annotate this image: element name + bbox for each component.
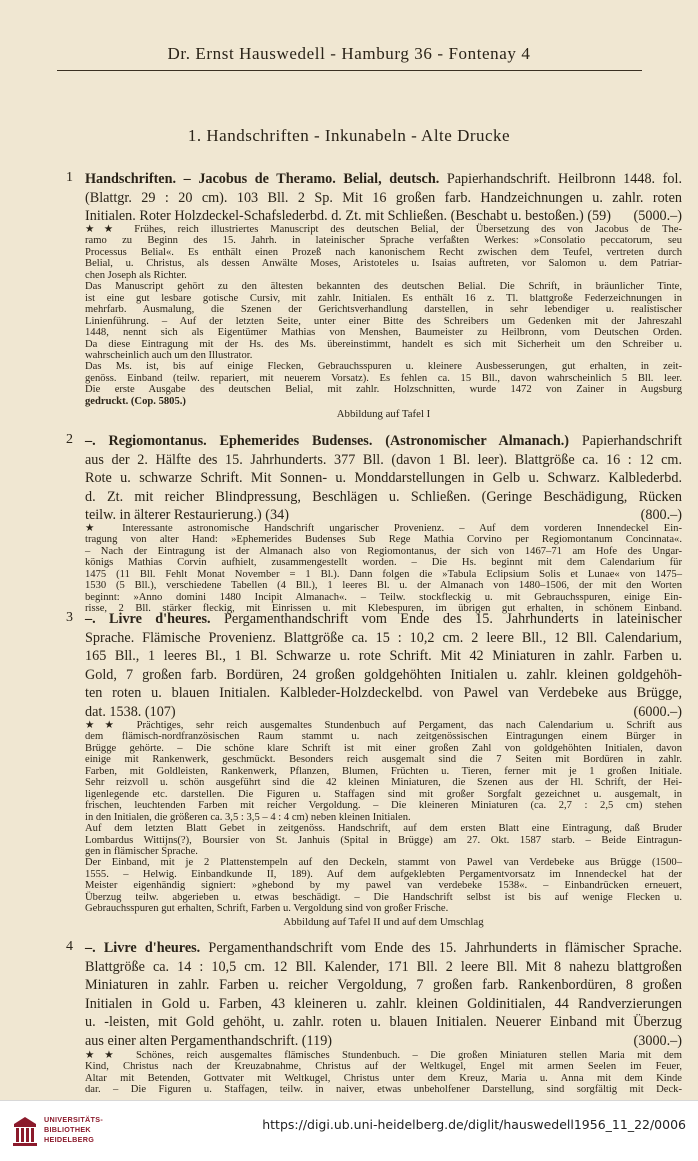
note-line: 1475 (11 Bll. Fehlt Monat November = 1 Bl.). Dann folgen die »Tabula Eclipsium Solis et Lunae« von 1475– bbox=[85, 568, 682, 580]
entry-text: Initialen in Gold u. Farben, 43 kleineren u. zahlr. kleinen Goldinitialen, 44 Randverzierungen bbox=[85, 995, 682, 1012]
entry-price: (5000.–) bbox=[633, 208, 682, 225]
note-line: Das Ms. ist, bis auf einige Flecken, Gebrauchsspuren u. kleinere Ausbesserungen, gut erhalten, in zeit- bbox=[85, 361, 682, 373]
note-line: chen Joseph als Richter. bbox=[85, 269, 187, 281]
entry-text: (Blattgr. 29 : 20 cm). 103 Bll. 2 Sp. Mit 16 großen farb. Handzeichnungen u. zahlr. roten bbox=[85, 189, 682, 206]
entry-text: ten roten u. blauen Initialen. Kalbleder-Holzdeckelbd. von Pawel van Verdebeke aus Brügge, bbox=[85, 685, 682, 702]
note-line: tragung von alter Hand: »Ephemerides Budenses Sub Rege Mathia Corvino per Regiomontanum Concinnata«. bbox=[85, 534, 682, 546]
entry-price: (800.–) bbox=[640, 507, 682, 524]
note-line: 1448, nennt sich als Eigentümer Mathias von Menshen, Baumeister zu Heilbronn, vom Deutschen Orden. bbox=[85, 327, 682, 339]
entry-text: Rote u. schwarze Schrift. Mit Sonnen- u. Monddarstellungen in Gelb u. Schwarz. Kalblederbd. bbox=[85, 470, 682, 487]
source-url-link[interactable]: https://digi.ub.uni-heidelberg.de/diglit/hauswedell1956_11_22/0006 bbox=[262, 1117, 686, 1132]
note-line: ramo zu Beginn des 15. Jahrh. in lateinischer Sprache verfaßten Werkes: »Consolatio peccatorum, seu bbox=[85, 235, 682, 247]
entry-title: Handschriften. – Jacobus de Theramo. Belial, deutsch. bbox=[85, 171, 440, 187]
note-line: Belial, u. Christus, als dessen Anwälte Moses, Aristoteles u. Isaias auftreten, vor Salomon u. dem Patriar- bbox=[85, 258, 682, 270]
entry-text: Blattgröße ca. 14 : 10,5 cm. 12 Bll. Kalender, 171 Bll. 2 leere Bll. Mit 8 nahezu blattgroßen bbox=[85, 958, 682, 975]
viewer-footer bbox=[0, 1100, 698, 1161]
note-line: genöss. Einband (teilw. repariert, mit neuerem Vorsatz). Es fehlen ca. 15 Bll., davon wahrscheinlich 5 Bll. leer. bbox=[85, 372, 682, 384]
entry-text: d. Zt. mit reicher Blindpressung, Beschlägen u. Schließen. (Geringe Beschädigung, Rücken bbox=[85, 488, 682, 505]
figure-caption: Abbildung auf Tafel I bbox=[336, 408, 431, 420]
entry-description bbox=[85, 939, 682, 1051]
entry-text: Papierhandschrift. Heilbronn 1448. fol. bbox=[439, 171, 682, 187]
note-line: Linienführung. – Auf der letzten Seite, unter einer Bitte des Schreibers um Gedenken mit der Jahreszahl bbox=[85, 315, 682, 327]
entry-description bbox=[85, 432, 682, 525]
entry-text: Miniaturen in zahlr. Farben u. reicher Vergoldung, 7 großen farb. Rankenbordüren, 8 großen bbox=[85, 977, 682, 994]
note-line: 1555. – Helwig. Einbandkunde II, 189). Auf dem aufgeklebten Pergamentvorsatz im Innendeckel hat der bbox=[85, 868, 682, 880]
note-line: ★ Interessante astronomische Handschrift ungarischer Provenienz. – Auf dem vorderen Innendeckel Ein- bbox=[85, 523, 682, 534]
entry-number: 4 bbox=[66, 939, 73, 954]
note-line: Meister eigenhändig signiert: »ghebond by my pawel van verdebeke 1538«. – Einbandrücken erneuert, bbox=[85, 880, 682, 892]
note-line: Auf dem letzten Blatt Gebet in zeitgenöss. Handschrift, auf dem ersten Blatt eine Eintragung, daß Bruder bbox=[85, 823, 682, 835]
note-line: dar. – Die Figuren u. Staffagen, teilw. in naiver, etwas unbeholfener Darstellung, sind sorgfältig mit Deck- bbox=[85, 1084, 682, 1096]
entry-number: 1 bbox=[66, 170, 73, 185]
note-line: gen in flämischer Sprache. bbox=[85, 845, 198, 857]
note-line: frischen, leuchtenden Farben mit reicher Vergoldung. – Die kleineren Miniaturen (ca. 2,7 : 2,5 cm) stehen bbox=[85, 800, 682, 812]
note-line: 1530 (5 Bll.), verschiedene Tabellen (4 Bll.), 1 leeres Bl. u. der Almanach von 1480–1506, der mit den Worten bbox=[85, 580, 682, 592]
entry-text: Pergamenthandschrift vom Ende des 15. Jahrhunderts in flämischer Sprache. bbox=[200, 940, 683, 956]
note-line: beginnt: »Anno domini 1480 Incipit Almanach«. – Teilw. stockfleckig u. mit Gebrauchsspuren, einige Ein- bbox=[85, 591, 682, 603]
note-line: Überzug teilw. abgerieben u. etwas beschädigt. – Die Handschrift selbst ist bis auf wenige Flecken u. bbox=[85, 891, 682, 903]
note-line: in den Initialen, die größeren ca. 3,5 : 3,5 – 4 : 4 cm) neben kleinen Initialen. bbox=[85, 811, 411, 823]
note-line: ★★ Prächtiges, sehr reich ausgemaltes Stundenbuch auf Pergament, das nach Calendarium u. Schrift aus bbox=[85, 720, 682, 731]
entry-text: teilw. in älterer Restaurierung.) (34) bbox=[85, 507, 289, 524]
header-rule bbox=[57, 70, 642, 71]
note-line: Das Manuscript gehört zu den ältesten bekannten des deutschen Belial. Die Schrift, in bräunlicher Tinte, bbox=[85, 281, 682, 293]
note-line: Gebrauchsspuren gut erhalten, Schrift, Farben u. Vergoldung sind von großer Frische. bbox=[85, 903, 449, 915]
entry-note bbox=[85, 224, 682, 407]
note-line: Farben, mit Goldleisten, Rankenwerk, Pflanzen, Blumen, Früchten u. Tieren, ferner mit je 1 großen Initiale. bbox=[85, 765, 682, 777]
entry-description bbox=[85, 610, 682, 722]
note-line: Brügge gehörte. – Die schöne klare Schrift ist mit einer großen Zahl von goldgehöhten Initialen, davon bbox=[85, 742, 682, 754]
university-library-logo-icon bbox=[10, 1115, 40, 1149]
section-title: 1. Handschriften - Inkunabeln - Alte Drucke bbox=[187, 126, 511, 145]
entry-text: 165 Bll., 1 leeres Bl., 1 Bl. Schwarze u. rote Schrift. Mit 42 Miniaturen in zahlr. Farben u. bbox=[85, 648, 682, 665]
entry-note bbox=[85, 720, 682, 915]
note-line: gedruckt. (Cop. 5805.) bbox=[85, 395, 186, 407]
note-line: königs Mathias Corvin aufhielt, zusammengestellt worden. – Die Hs. beginnt mit dem Calendarium für bbox=[85, 557, 682, 569]
note-line: Kind, Christus nach der Kreuzabnahme, Christus auf der Weltkugel, Engel mit armen Seelen im Feuer, bbox=[85, 1061, 682, 1073]
note-line: Sehr reizvoll u. schön ausgeführt sind die 42 kleinen Miniaturen, die Szenen aus der Hl. Schrift, der Hei- bbox=[85, 777, 682, 789]
page-header: Dr. Ernst Hauswedell - Hamburg 36 - Fontenay 4 bbox=[167, 44, 531, 63]
library-name-line: HEIDELBERG bbox=[44, 1135, 95, 1144]
note-line: Der Einband, mit je 2 Plattenstempeln auf den Deckeln, stammt von Pawel van Verdebeke aus Brügge (1500– bbox=[85, 857, 682, 869]
note-line: – Nach der Eintragung ist der Almanach also von Regiomontanus, der sich von 1467–71 am Hofe des Ungar- bbox=[85, 545, 682, 557]
note-line: ★★ Frühes, reich illustriertes Manuscript des deutschen Belial, der Übersetzung des von Jacobus de The- bbox=[85, 224, 682, 235]
note-line: Die erste Ausgabe des deutschen Belial, mit zahlr. Holzschnitten, wurde 1472 von Zainer in Augsburg bbox=[85, 384, 682, 396]
note-line: wahrscheinlich auch um den Illustrator. bbox=[85, 349, 253, 361]
entry-text: aus einer alten Pergamenthandschrift. (119) bbox=[85, 1032, 333, 1049]
note-line: Lombardus Wittijns(?), Boursier von St. Janhuis (Spital in Brügge) am 27. Okt. 1587 starb. – Beide Eintragun- bbox=[85, 834, 682, 846]
figure-caption: Abbildung auf Tafel II und auf dem Umschlag bbox=[283, 916, 484, 928]
entry-number: 2 bbox=[66, 432, 73, 447]
entry-text: aus der 2. Hälfte des 15. Jahrhunderts. 377 Bll. (davon 1 Bl. leer). Blattgröße ca. 16 : 12 cm. bbox=[85, 451, 682, 468]
entry-price: (3000.–) bbox=[633, 1032, 682, 1049]
entry-text: Initialen. Roter Holzdeckel-Schafslederbd. d. Zt. mit Schließen. (Beschabt u. bestoßen.) (59) bbox=[85, 208, 611, 225]
entry-title: –. Livre d'heures. bbox=[85, 611, 211, 627]
entry-note bbox=[85, 523, 682, 615]
note-line: risse, 2 Bll. stärker fleckig, mit Einrissen u. mit Klebespuren, im übrigen gut erhalten, in schönem Einband. bbox=[85, 603, 682, 615]
note-line: ★★ Schönes, reich ausgemaltes flämisches Stundenbuch. – Die großen Miniaturen stellen Maria mit dem bbox=[85, 1050, 682, 1061]
entry-number: 3 bbox=[66, 610, 73, 625]
library-name bbox=[44, 1115, 103, 1145]
note-line: Da diese Eintragung mit der Hs. des Ms. übereinstimmt, handelt es sich mit Sicherheit um den Schreiber u. bbox=[85, 338, 682, 350]
note-line: ist eine gut lesbare gotische Cursiv, mit zahlr. Initialen. Es enthält 16 z. Tl. blattgroße Federzeichnungen in bbox=[85, 292, 682, 304]
entry-text: Papierhandschrift bbox=[569, 433, 682, 449]
library-name-line: UNIVERSITÄTS- bbox=[44, 1115, 104, 1124]
entry-title: –. Livre d'heures. bbox=[85, 940, 201, 956]
note-line: einige mit Rankenwerk, geschmückt. Besonders reich ausgemalt sind die 7 Seiten mit Bordüren in zahlr. bbox=[85, 754, 682, 766]
entry-price: (6000.–) bbox=[633, 703, 682, 720]
note-line: Processus Belial«. Es enthält einen Prozeß nach kanonischem Recht zwischen dem Teufel, vertreten durch bbox=[85, 246, 682, 258]
note-line: mehrfarb. Ausmalung, die Szenen der Gerichtsverhandlung darstellen, in sehr lebendiger u. realistischer bbox=[85, 304, 682, 316]
note-line: dem flämisch-nordfranzösischen Raum stammt u. nach zeitgenössischen Eintragungen einem Bürger in bbox=[85, 731, 682, 743]
entry-text: u. -leisten, mit Gold gehöht, u. zahlr. roten u. blauen Initialen. Neuerer Einband mit Überzug bbox=[85, 1014, 682, 1031]
entry-text: dat. 1538. (107) bbox=[85, 703, 176, 720]
note-line: ligenlegende etc. darstellen. Die Figuren u. Staffagen sind mit großer Sorgfalt gezeichnet u. ausgemalt, in bbox=[85, 788, 682, 800]
entry-text: Pergamenthandschrift vom Ende des 15. Jahrhunderts in lateinischer bbox=[210, 611, 682, 627]
entry-text: Gold, 7 großen farb. Bordüren, 24 großen goldgehöhten Initialen u. zahlr. kleinen goldgehöh- bbox=[85, 666, 682, 683]
library-name-line: BIBLIOTHEK bbox=[44, 1125, 91, 1134]
note-line: Altar mit Betenden, Gottvater mit Weltkugel, Christus unter dem Kreuz, Maria u. Anna mit dem Kinde bbox=[85, 1072, 682, 1084]
entry-description bbox=[85, 170, 682, 226]
entry-text: Sprache. Flämische Provenienz. Blattgröße ca. 15 : 10,2 cm. 2 leere Bll., 12 Bll. Calendarium, bbox=[85, 629, 682, 646]
entry-note bbox=[85, 1050, 682, 1096]
entry-title: –. Regiomontanus. Ephemerides Budenses. (Astronomischer Almanach.) bbox=[85, 433, 570, 449]
